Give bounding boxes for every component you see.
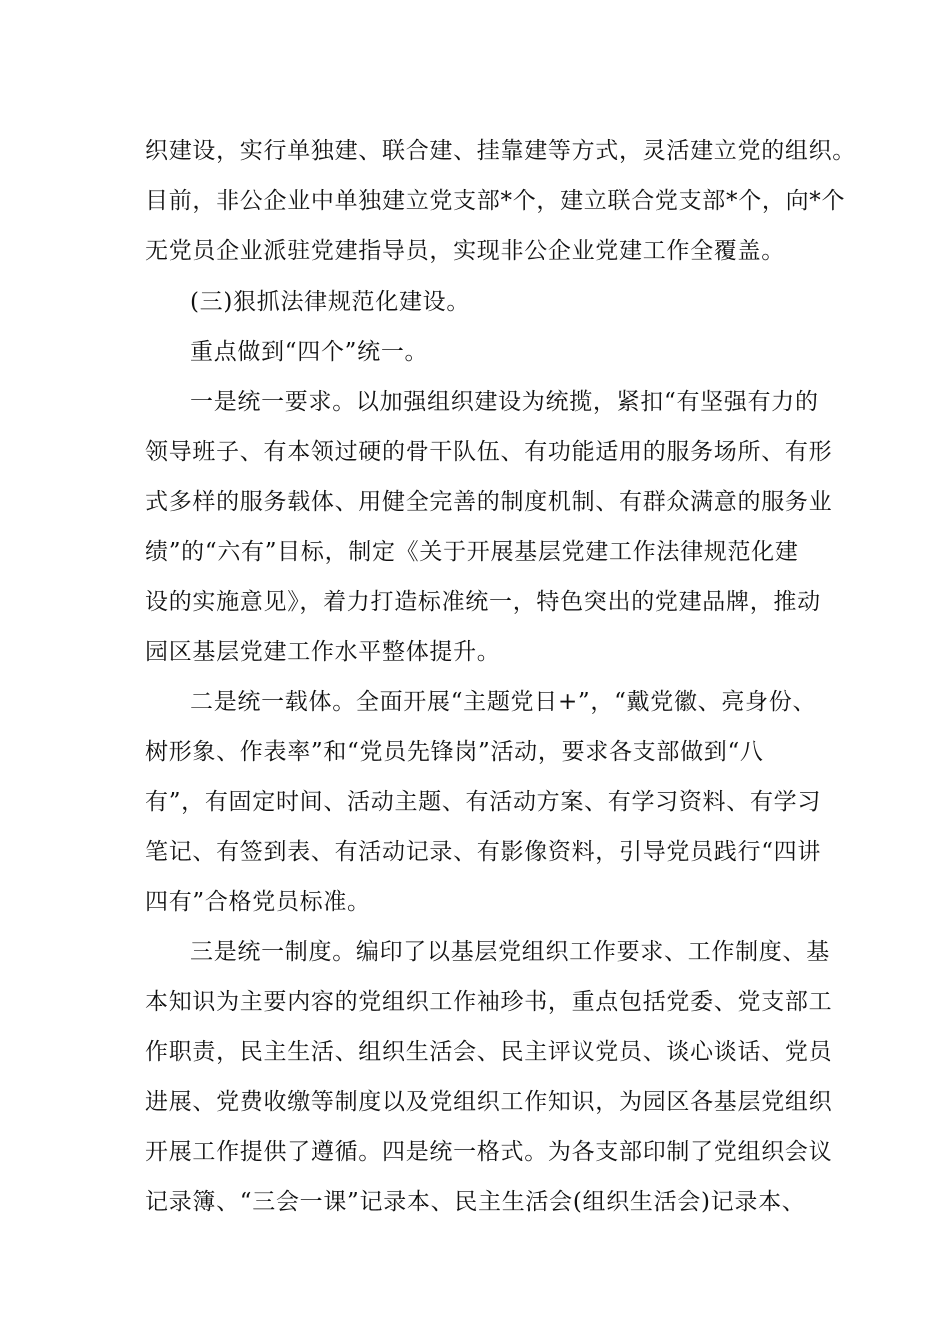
section-heading: (三)狠抓法律规范化建设。 [190,289,471,315]
paragraph-start: 一是统一要求。以加强组织建设为统揽，紧扣“有坚强有力的 [190,389,819,415]
text-line: 进展、党费收缴等制度以及党组织工作知识，为园区各基层党组织 [145,1089,833,1115]
text-line: 设的实施意见》，着力打造标准统一，特色突出的党建品牌，推动 [145,589,821,615]
text-line: 绩”的“六有”目标，制定《关于开展基层党建工作法律规范化建 [145,539,799,565]
paragraph-start: 二是统一载体。全面开展“主题党日+”，“戴党徽、亮身份、 [190,689,817,715]
text-line: 织建设，实行单独建、联合建、挂靠建等方式，灵活建立党的组织。 [145,138,856,164]
text-line: 四有”合格党员标准。 [145,889,371,915]
text-line: 笔记、有签到表、有活动记录、有影像资料，引导党员践行“四讲 [145,839,822,865]
text-line: 目前，非公企业中单独建立党支部*个，建立联合党支部*个，向*个 [145,188,846,214]
text-line: 领导班子、有本领过硬的骨干队伍、有功能适用的服务场所、有形 [145,439,833,465]
text-line: 无党员企业派驻党建指导员，实现非公企业党建工作全覆盖。 [145,238,785,264]
text-line: 式多样的服务载体、用健全完善的制度机制、有群众满意的服务业 [145,489,833,515]
text-line: 作职责，民主生活、组织生活会、民主评议党员、谈心谈话、党员 [145,1039,833,1065]
text-line: 记录簿、“三会一课”记录本、民主生活会(组织生活会)记录本、 [145,1189,806,1215]
text-line: 园区基层党建工作水平整体提升。 [145,639,501,665]
text-line: 开展工作提供了遵循。四是统一格式。为各支部印制了党组织会议 [145,1139,833,1165]
paragraph-start: 三是统一制度。编印了以基层党组织工作要求、工作制度、基 [190,939,830,965]
text-line: 有”，有固定时间、活动主题、有活动方案、有学习资料、有学习 [145,789,822,815]
text-line: 树形象、作表率”和“党员先锋岗”活动，要求各支部做到“八 [145,739,764,765]
text-line: 重点做到“四个”统一。 [190,339,429,365]
text-line: 本知识为主要内容的党组织工作袖珍书，重点包括党委、党支部工 [145,989,833,1015]
